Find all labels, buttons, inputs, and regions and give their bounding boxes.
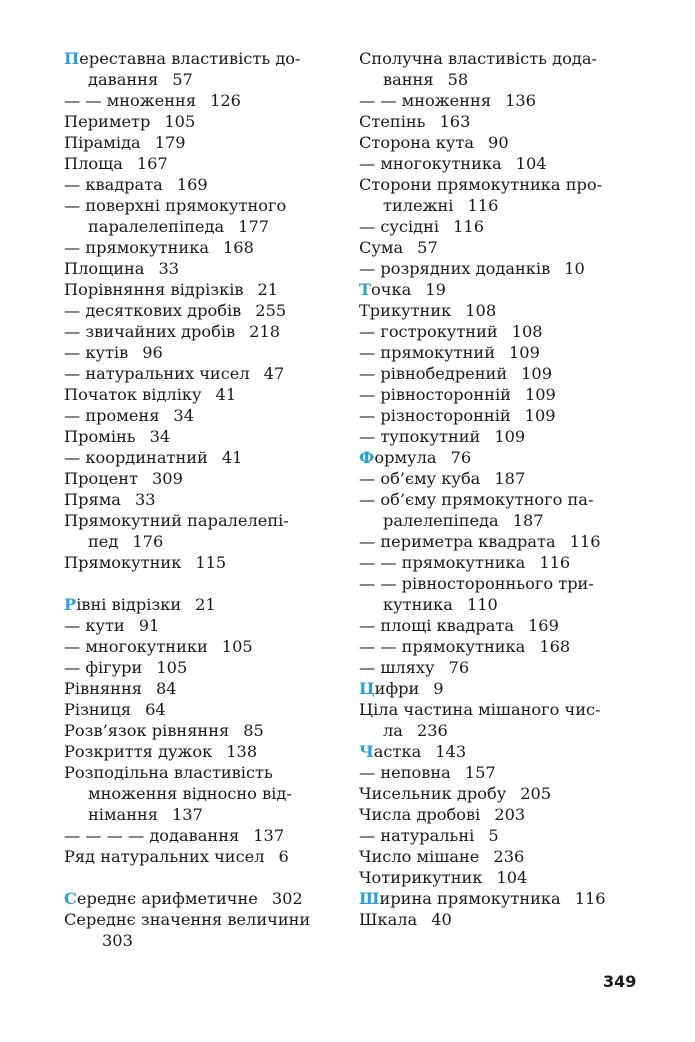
entry-page-number: 104 [496, 868, 528, 887]
index-entry [359, 888, 649, 909]
entry-term: ла [383, 721, 403, 740]
entry-term: Чотирикутник [359, 868, 483, 887]
entry-page-number: 84 [155, 679, 177, 698]
entry-page-number: 255 [255, 301, 287, 320]
entry-page-number: 105 [221, 637, 253, 656]
section-letter: Ф [359, 448, 375, 467]
entry-term: — прямокутний [359, 343, 495, 362]
entry-page-number: 116 [453, 217, 485, 236]
entry-page-number: 137 [172, 805, 203, 824]
index-entry [359, 321, 649, 342]
entry-page-number: 143 [435, 742, 467, 761]
index-entry [359, 279, 649, 300]
index-entry [64, 132, 344, 153]
entry-page-number: 105 [164, 112, 196, 131]
index-entry [64, 426, 344, 447]
index-entry [359, 573, 649, 594]
index-entry [359, 636, 649, 657]
entry-term: Числа дробові [359, 805, 481, 824]
entry-term: Розкриття дужок [64, 742, 213, 761]
entry-term: німання [88, 805, 158, 824]
entry-term: — натуральних чисел [64, 364, 250, 383]
section-letter: Р [64, 595, 77, 614]
entry-term: Число мішане [359, 847, 480, 866]
index-entry [359, 174, 649, 195]
entry-term: — шляху [359, 658, 435, 677]
entry-page-number: 168 [539, 637, 571, 656]
entry-term: паралелепіпеда [88, 217, 225, 236]
index-entry [64, 69, 344, 90]
entry-page-number: 76 [448, 658, 470, 677]
index-entry [64, 930, 344, 951]
index-entry [359, 384, 649, 405]
entry-term: Прямокутний паралелепі- [64, 511, 289, 530]
entry-term: — площі квадрата [359, 616, 514, 635]
entry-term: Сторона кута [359, 133, 475, 152]
entry-term: ереднє арифметичне [76, 889, 258, 908]
entry-page-number: 57 [417, 238, 438, 257]
entry-term: — — множення [64, 91, 197, 110]
entry-page-number: 34 [149, 427, 171, 446]
entry-page-number: 41 [215, 385, 237, 404]
entry-page-number: 163 [439, 112, 471, 131]
index-entry [359, 909, 649, 930]
index-right-column [359, 48, 649, 930]
entry-page-number: 309 [151, 469, 183, 488]
entry-page-number: 138 [226, 742, 258, 761]
index-entry [359, 342, 649, 363]
index-entry [64, 321, 344, 342]
entry-term: — кути [64, 616, 125, 635]
index-entry [64, 342, 344, 363]
section-letter: Ш [359, 889, 380, 908]
index-entry [64, 468, 344, 489]
index-entry [64, 888, 344, 909]
index-entry [64, 552, 344, 573]
index-left-column [64, 48, 344, 951]
entry-term: Різниця [64, 700, 132, 719]
entry-page-number: 85 [243, 721, 264, 740]
entry-page-number: 116 [574, 889, 606, 908]
entry-page-number: 47 [263, 364, 285, 383]
entry-term: Площа [64, 154, 123, 173]
entry-term: Периметр [64, 112, 151, 131]
entry-page-number: 302 [271, 889, 303, 908]
entry-page-number: 104 [515, 154, 547, 173]
entry-page-number: 109 [509, 343, 540, 362]
index-entry [64, 447, 344, 468]
index-entry [64, 699, 344, 720]
index-entry [359, 531, 649, 552]
entry-term: очка [371, 280, 412, 299]
entry-page-number: 203 [494, 805, 526, 824]
entry-term: — кутів [64, 343, 129, 362]
entry-term: — розрядних доданків [359, 259, 551, 278]
entry-page-number: 91 [138, 616, 160, 635]
section-gap [64, 867, 344, 888]
index-entry [359, 237, 649, 258]
index-entry [64, 636, 344, 657]
entry-term: Пряма [64, 490, 121, 509]
entry-term: тилежні [383, 196, 454, 215]
entry-page-number: 205 [520, 784, 552, 803]
index-entry [359, 846, 649, 867]
entry-term: — об’єму прямокутного па- [359, 490, 594, 509]
entry-term: — поверхні прямокутного [64, 196, 287, 215]
entry-page-number: 108 [465, 301, 497, 320]
index-entry [359, 90, 649, 111]
entry-page-number: 157 [464, 763, 496, 782]
entry-term: Сполучна властивість дода- [359, 49, 597, 68]
entry-term: Прямокутник [64, 553, 182, 572]
entry-page-number: 176 [132, 532, 164, 551]
index-entry [64, 384, 344, 405]
entry-page-number: 218 [249, 322, 281, 341]
index-entry [64, 720, 344, 741]
index-entry [64, 594, 344, 615]
index-entry [359, 48, 649, 69]
entry-term: — натуральні [359, 826, 475, 845]
entry-page-number: 109 [521, 364, 553, 383]
index-entry [64, 804, 344, 825]
index-entry [359, 300, 649, 321]
index-entry [64, 174, 344, 195]
entry-term: Шкала [359, 910, 418, 929]
index-entry [64, 531, 344, 552]
entry-term: Сторони прямокутника про- [359, 175, 603, 194]
entry-term: кутника [383, 595, 453, 614]
entry-term: Середнє значення величини [64, 910, 311, 929]
entry-term: — — множення [359, 91, 492, 110]
index-entry [359, 657, 649, 678]
entry-term: вання [383, 70, 434, 89]
entry-term: давання [88, 70, 159, 89]
index-entry [359, 678, 649, 699]
entry-term: астка [373, 742, 422, 761]
entry-term: Початок відліку [64, 385, 202, 404]
entry-page-number: 137 [253, 826, 285, 845]
index-entry [64, 300, 344, 321]
entry-term: — рівнобедрений [359, 364, 508, 383]
index-entry [64, 90, 344, 111]
entry-page-number: 33 [134, 490, 156, 509]
entry-term: ралелепіпеда [383, 511, 499, 530]
section-gap [64, 573, 344, 594]
index-entry [64, 657, 344, 678]
entry-page-number: 90 [488, 133, 509, 152]
index-entry [359, 405, 649, 426]
entry-page-number: 109 [524, 385, 556, 404]
index-entry [64, 153, 344, 174]
index-entry [64, 510, 344, 531]
entry-page-number: 126 [210, 91, 241, 110]
index-entry [64, 258, 344, 279]
entry-term: — різносторонній [359, 406, 511, 425]
section-letter: Т [359, 280, 372, 299]
entry-term: — сусідні [359, 217, 440, 236]
index-entry [359, 615, 649, 636]
entry-page-number: 236 [416, 721, 448, 740]
index-entry [359, 720, 649, 741]
index-entry [64, 678, 344, 699]
entry-term: — променя [64, 406, 160, 425]
entry-term: Піраміда [64, 133, 141, 152]
index-entry [359, 153, 649, 174]
entry-term: — — рівностороннього три- [359, 574, 594, 593]
index-entry [64, 111, 344, 132]
entry-term: ормула [374, 448, 437, 467]
entry-term: — рівносторонній [359, 385, 511, 404]
entry-term: — гострокутний [359, 322, 498, 341]
index-entry [359, 762, 649, 783]
entry-page-number: 168 [222, 238, 254, 257]
index-entry [359, 867, 649, 888]
index-entry [64, 279, 344, 300]
entry-page-number: 109 [524, 406, 556, 425]
entry-term: Чисельник дробу [359, 784, 507, 803]
index-entry [359, 132, 649, 153]
index-entry [359, 552, 649, 573]
entry-term: Сума [359, 238, 404, 257]
entry-term: — — прямокутника [359, 637, 526, 656]
index-entry [359, 111, 649, 132]
entry-term: Порівняння відрізків [64, 280, 244, 299]
index-entry [359, 69, 649, 90]
entry-term: пед [88, 532, 119, 551]
index-entry [64, 48, 344, 69]
entry-page-number: 58 [447, 70, 469, 89]
entry-page-number: 21 [257, 280, 279, 299]
index-entry [359, 216, 649, 237]
entry-page-number: 105 [156, 658, 188, 677]
index-entry [64, 489, 344, 510]
index-entry [64, 846, 344, 867]
entry-page-number: 108 [511, 322, 543, 341]
entry-term: — координатний [64, 448, 208, 467]
index-entry [64, 762, 344, 783]
entry-term: Ряд натуральних чисел [64, 847, 265, 866]
entry-page-number: 116 [539, 553, 571, 572]
entry-page-number: 167 [136, 154, 168, 173]
index-entry [359, 825, 649, 846]
entry-term: — фігури [64, 658, 143, 677]
entry-term: Степінь [359, 112, 426, 131]
entry-term: ереставна властивість до- [79, 49, 301, 68]
index-entry [64, 909, 344, 930]
entry-page-number: 76 [450, 448, 472, 467]
index-entry [64, 615, 344, 636]
entry-page-number: 57 [172, 70, 193, 89]
entry-term: ирина прямокутника [379, 889, 561, 908]
entry-page-number: 187 [512, 511, 544, 530]
entry-page-number: 179 [154, 133, 186, 152]
entry-page-number: 116 [467, 196, 499, 215]
entry-term: Розподільна властивість [64, 763, 273, 782]
entry-page-number: 64 [145, 700, 166, 719]
entry-term: ифри [374, 679, 420, 698]
index-entry [359, 258, 649, 279]
index-entry [359, 195, 649, 216]
entry-page-number: 116 [569, 532, 601, 551]
entry-term: — — прямокутника [359, 553, 526, 572]
entry-page-number: 96 [142, 343, 163, 362]
index-entry [359, 741, 649, 762]
entry-page-number: 41 [221, 448, 243, 467]
entry-term: івні відрізки [76, 595, 182, 614]
entry-page-number: 9 [433, 679, 444, 698]
index-entry [359, 489, 649, 510]
entry-page-number: 109 [494, 427, 526, 446]
section-letter: С [64, 889, 77, 908]
entry-term: — периметра квадрата [359, 532, 556, 551]
entry-page-number: 40 [431, 910, 452, 929]
index-entry [64, 363, 344, 384]
entry-term: Площина [64, 259, 145, 278]
index-entry [359, 468, 649, 489]
entry-term: — — — — додавання [64, 826, 240, 845]
section-letter: Ч [359, 742, 374, 761]
entry-term: Розв’язок рівняння [64, 721, 230, 740]
entry-page-number: 303 [102, 931, 133, 950]
entry-page-number: 177 [238, 217, 270, 236]
index-entry [359, 510, 649, 531]
entry-term: — десяткових дробів [64, 301, 242, 320]
entry-term: Процент [64, 469, 138, 488]
entry-term: Ціла частина мішаного чис- [359, 700, 601, 719]
entry-page-number: 187 [494, 469, 526, 488]
entry-term: — квадрата [64, 175, 163, 194]
entry-page-number: 5 [488, 826, 499, 845]
index-entry [359, 363, 649, 384]
index-entry [64, 216, 344, 237]
entry-term: Трикутник [359, 301, 452, 320]
entry-term: — многокутника [359, 154, 502, 173]
index-entry [64, 741, 344, 762]
index-entry [359, 699, 649, 720]
entry-term: — звичайних дробів [64, 322, 236, 341]
entry-term: Промінь [64, 427, 136, 446]
index-entry [64, 783, 344, 804]
entry-page-number: 21 [195, 595, 216, 614]
entry-page-number: 169 [528, 616, 559, 635]
index-entry [64, 237, 344, 258]
entry-page-number: 6 [278, 847, 289, 866]
index-entry [359, 447, 649, 468]
entry-page-number: 110 [466, 595, 498, 614]
section-letter: П [64, 49, 80, 68]
entry-page-number: 236 [493, 847, 525, 866]
index-entry [359, 804, 649, 825]
entry-page-number: 136 [505, 91, 536, 110]
entry-term: множення відносно від- [88, 784, 292, 803]
entry-page-number: 169 [176, 175, 208, 194]
entry-term: — многокутники [64, 637, 208, 656]
entry-term: Рівняння [64, 679, 142, 698]
entry-page-number: 34 [173, 406, 195, 425]
index-entry [359, 426, 649, 447]
entry-page-number: 115 [195, 553, 227, 572]
index-entry [359, 783, 649, 804]
entry-page-number: 19 [425, 280, 446, 299]
index-entry [64, 825, 344, 846]
index-entry [64, 195, 344, 216]
entry-term: — об’єму куба [359, 469, 481, 488]
index-entry [359, 594, 649, 615]
entry-term: — тупокутний [359, 427, 481, 446]
entry-page-number: 33 [158, 259, 180, 278]
page-number: 349 [603, 972, 637, 991]
entry-page-number: 10 [564, 259, 585, 278]
index-entry [64, 405, 344, 426]
entry-term: — неповна [359, 763, 451, 782]
section-letter: Ц [359, 679, 375, 698]
entry-term: — прямокутника [64, 238, 209, 257]
